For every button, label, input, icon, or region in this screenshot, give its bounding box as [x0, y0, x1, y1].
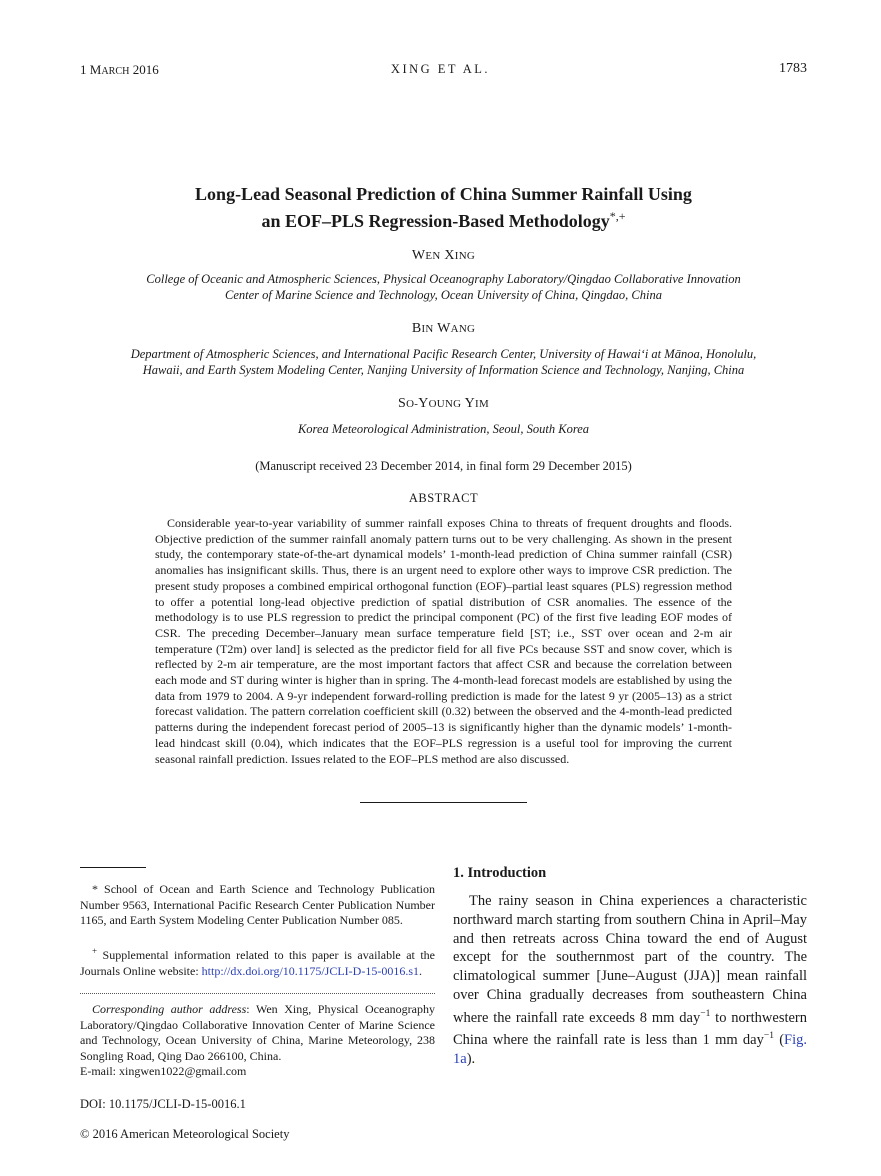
footnote-plus: + Supplemental information related to this paper is available at the Journals Online website: http://dx.doi.org/10.1175/JCLI-D-15-0016.s1. — [80, 946, 435, 978]
paper-title — [80, 183, 807, 232]
copyright: © 2016 American Meteorological Society — [80, 1127, 290, 1141]
abstract-divider — [360, 802, 527, 803]
author-name-1: WEN XING — [411, 248, 476, 263]
running-header-date: 1 MARCH 2016 — [80, 62, 159, 77]
page-number: 1783 — [779, 61, 807, 76]
author-affiliation-3: Korea Meteorological Administration, Seoul, South Korea — [297, 422, 590, 436]
introduction-paragraph: The rainy season in China experiences a characteristic northward march starting from southern China in April–May and then retreats across China toward the end of August except for the southernmost part of the country. The climatological summer [June–August (JJA)] mean rainfall over China gradually decreases from southeastern China where the rainfall rate exceeds 8 mm day$^{-1}$ to northwestern China where the rainfall rate is less than 1 mm day$^{-1}$ (Fig. 1a). — [453, 893, 807, 1068]
corresponding-email: E-mail: xingwen1022@gmail.com — [80, 1064, 247, 1078]
footnote-divider — [80, 867, 146, 868]
title-line-2: an EOF–PLS Regression-Based Methodology*,+ — [261, 209, 626, 231]
title-line-1: Long-Lead Seasonal Prediction of China Summer Rainfall Using — [195, 184, 692, 204]
figure-1a-link[interactable]: Fig. 1a — [453, 1032, 807, 1068]
title-footnote-marks: *,+ — [609, 209, 626, 223]
section-heading-introduction: 1. Introduction — [453, 865, 547, 881]
corresponding-author: Corresponding author address: Wen Xing, Physical Oceanography Laboratory/Qingdao Collaborative Innovation Center of Marine Science and Technology, Ocean University of China, Marine Meteorology, 238 Songling Road, Qing Dao 266100, China. — [80, 1002, 435, 1063]
supplemental-link[interactable]: http://dx.doi.org/10.1175/JCLI-D-15-0016.s1 — [201, 963, 419, 978]
doi: DOI: 10.1175/JCLI-D-15-0016.1 — [80, 1097, 246, 1111]
manuscript-received: (Manuscript received 23 December 2014, in final form 29 December 2015) — [255, 459, 632, 473]
author-name-3: SO-YOUNG YIM — [398, 396, 489, 411]
running-header-authors: XING ET AL. — [390, 62, 491, 76]
author-affiliation-1: College of Oceanic and Atmospheric Sciences, Physical Oceanography Laboratory/Qingdao Collaborative Innovation Center of Marine Science and Technology, Ocean University of China, Qingdao, China — [146, 272, 741, 302]
abstract-text: Considerable year-to-year variability of summer rainfall exposes China to threats of frequent droughts and floods. Objective prediction of the summer rainfall anomaly pattern turns out to be very challenging. As shown in the present study, the contemporary state-of-the-art dynamical models’ 1-month-lead prediction of China summer rainfall (CSR) anomalies has insignificant skills. Thus, there is an urgent need to explore other ways to improve CSR prediction. The present study proposes a combined empirical orthogonal function (EOF)–partial least squares (PLS) regression method to offer a potential long-lead objective prediction of spatial distribution of CSR anomalies. The essence of the methodology is to use PLS regression to predict the principal component (PC) of the first five leading EOF modes of CSR. The preceding December–January mean surface temperature field [ST; i.e., SST over ocean and 2-m air temperature (T2m) over land] is selected as the predictor field for all five PCs because SST and snow cover, which is reflected by 2-m air temperature, are the most important factors that affect CSR and because the correlation between each mode and ST during winter is higher than in spring. The 4-month-lead forecast models are established by using the data from 1979 to 2004. A 9-yr independent forward-rolling prediction is made for the latest 9 yr (2005–13) as a strict forecast validation. The pattern correlation coefficient skill (0.32) between the observed and the 4-month-lead predicted patterns during the independent forecast period of 2005–13 is significantly higher than the dynamic models’ 1-month-lead hindcast skill (0.04), which indicates that the EOF–PLS regression is a useful tool for improving the current seasonal rainfall prediction. Issues related to the EOF–PLS method are also discussed. — [155, 516, 732, 766]
abstract-heading: ABSTRACT — [408, 491, 479, 505]
author-affiliation-2: Department of Atmospheric Sciences, and International Pacific Research Center, University of Hawai‘i at Mānoa, Honolulu, Hawaii, and Earth System Modeling Center, Nanjing University of Information Science and Technology, Nanjing, China — [130, 347, 757, 377]
footnote-dotted-divider — [80, 993, 435, 994]
author-name-2: BIN WANG — [411, 321, 476, 336]
footnote-star: * School of Ocean and Earth Science and Technology Publication Number 9563, International Pacific Research Center Publication Number 1165, and Earth System Modeling Center Publication Number 085. — [80, 882, 435, 928]
